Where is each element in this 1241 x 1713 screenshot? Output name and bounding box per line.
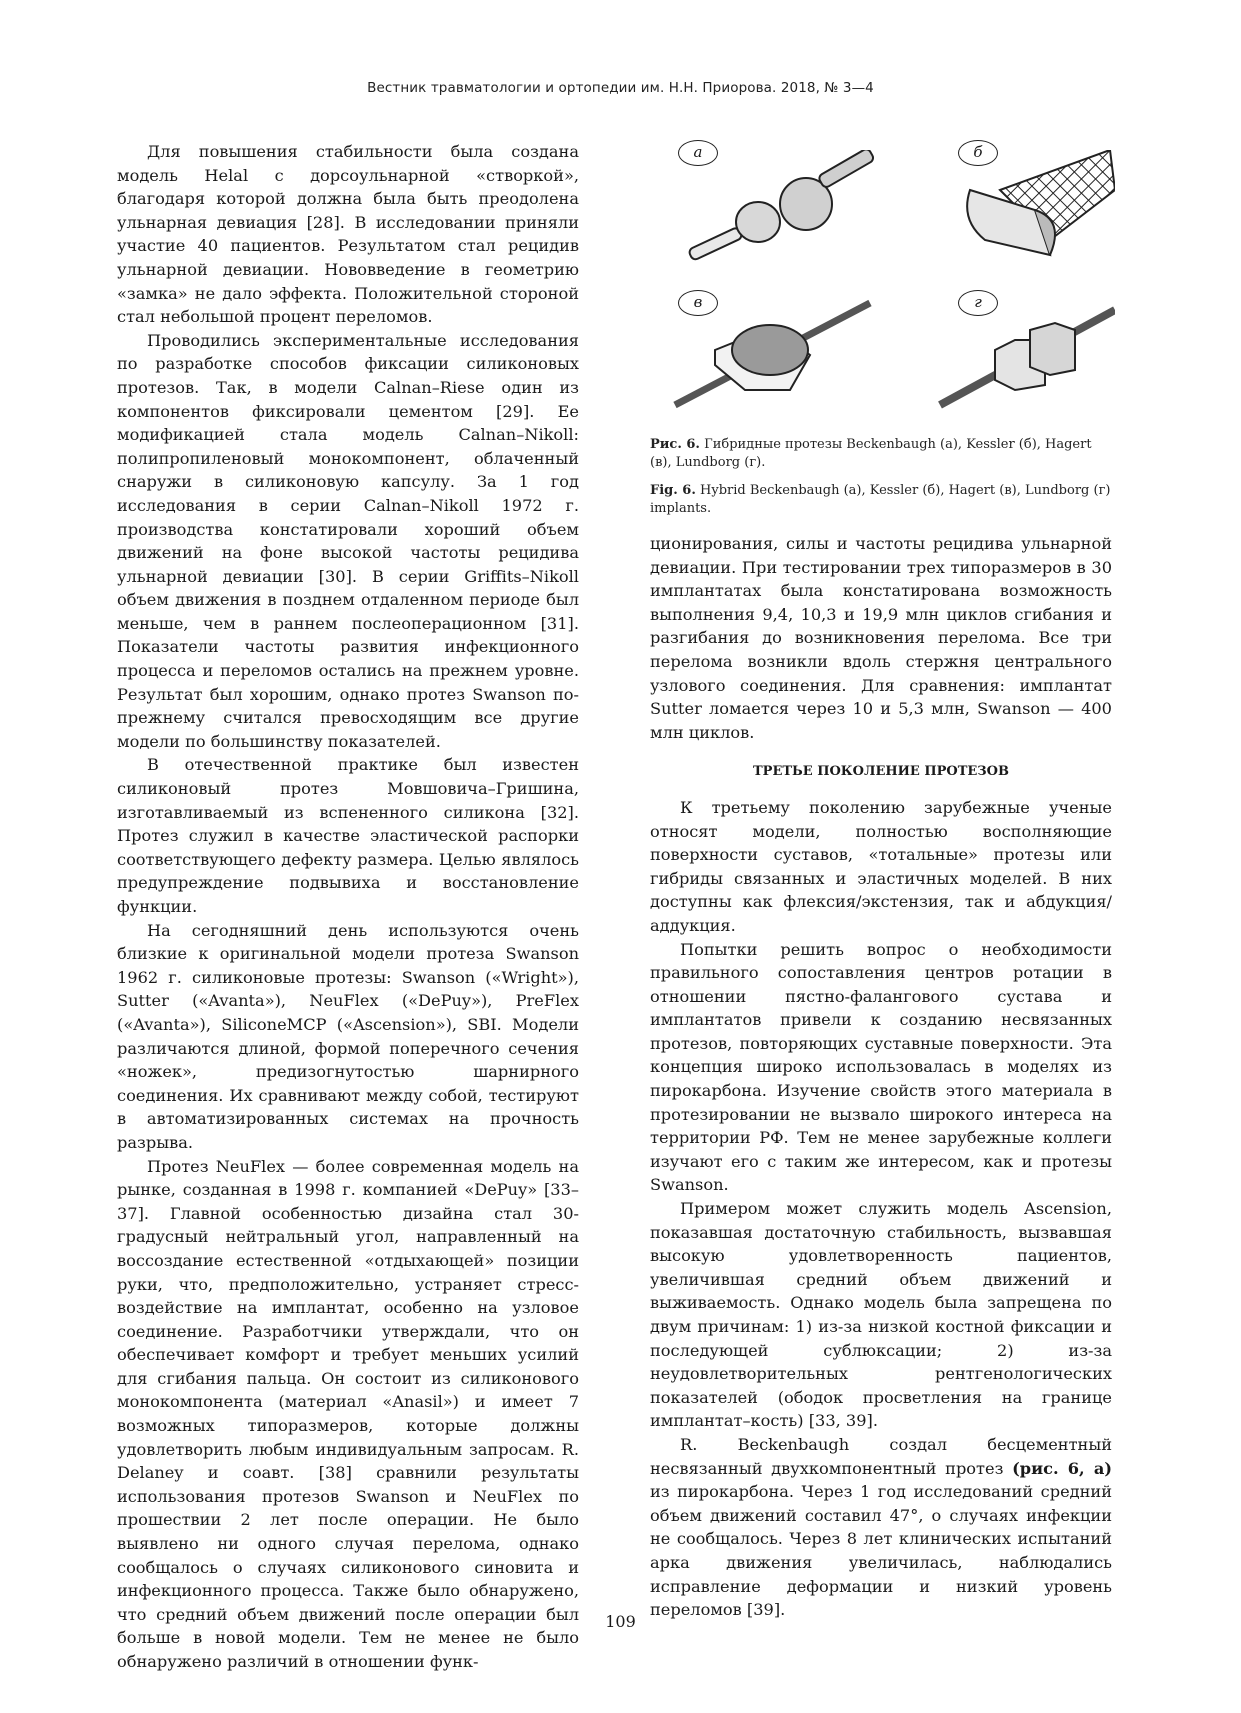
caption-en-label: Fig. 6.	[650, 483, 696, 498]
caption-ru-label: Рис. 6.	[650, 437, 700, 452]
running-head: Вестник травматологии и ортопедии им. Н.Н. Приорова. 2018, № 3—4	[367, 80, 874, 96]
figure-panel-label-b: б	[958, 140, 998, 166]
figure-6	[650, 130, 1112, 430]
text: R. Beckenbaugh создал бесцементный несвязанный двухкомпонентный протез	[650, 1434, 1112, 1478]
hagert-implant-icon	[670, 295, 880, 415]
page-number: 109	[605, 1612, 636, 1631]
paragraph: Для повышения стабильности была создана модель Helal с дорсоульнарной «створкой», благодаря которой должна была быть преодолена ульнарная девиация [28]. В исследовании приняли участие 40 пациентов. Результатом стал рецидив ульнарной девиации. Нововведение в геометрию «замка» не дало эффекта. Положительной стороной стал небольшой процент переломов.	[117, 142, 579, 327]
caption-en-text: Hybrid Beckenbaugh (а), Kessler (б), Hagert (в), Lundborg (г) implants.	[650, 483, 1111, 516]
paragraph: Примером может служить модель Ascension, показавшая достаточную стабильность, вызвавшая высокую удовлетворенность пациентов, увеличившая средний объем движений и выживаемость. Однако модель была запрещена по двум причинам: 1) из-за низкой костной фиксации и последующей сублюксации; 2) из-за неудовлетворительных рентгенологических показателей (ободок просветления на границе имплантат–кость) [33, 39].	[650, 1199, 1112, 1431]
right-column	[650, 140, 1112, 1622]
figure-panel-label-a: а	[678, 140, 718, 166]
paragraph-continuation: ционирования, силы и частоты рецидива ульнарной девиации. При тестировании трех типоразмеров в 30 имплантатах была констатирована возможность выполнения 9,4, 10,3 и 19,9 млн циклов сгибания и разгибания до возникновения перелома. Все три перелома возникли вдоль стержня центрального узлового соединения. Для сравнения: имплантат Sutter ломается через 10 и 5,3 млн, Swanson — 400 млн циклов.	[650, 534, 1112, 742]
figure-panel-label-v: в	[678, 290, 718, 316]
text: из пирокарбона. Через 1 год исследований средний объем движений составил 47°, о случаях инфекции не сообщалось. Через 8 лет клинических испытаний арка движения увеличилась, наблюдались исправление деформации и низкий уровень переломов [39].	[650, 1482, 1112, 1620]
paragraph: К третьему поколению зарубежные ученые относят модели, полностью восполняющие поверхности суставов, «тотальные» протезы или гибриды связанных и эластичных моделей. В них доступны как флексия/экстензия, так и абдукция/аддукция.	[650, 797, 1112, 935]
paragraph: Протез NeuFlex — более современная модель на рынке, созданная в 1998 г. компанией «DePuy» [33–37]. Главной особенностью дизайна стал 30-градусный нейтральный угол, направленный на воссоздание естественной «отдыхающей» позиции руки, что, предположительно, устраняет стресс-воздействие на имплантат, особенно на узловое соединение. Разработчики утверждали, что он обеспечивает комфорт и требует меньших усилий для сгибания пальца. Он состоит из силиконового монокомпонента (материал «Anasil») и имеет 7 возможных типоразмеров, которые должны удовлетворить любым индивидуальным запросам. R. Delaney и соавт. [38] сравнили результаты использования протезов Swanson и NeuFlex по прошествии 2 лет после операции. Не было выявлено ни одного случая перелома, однако сообщалось о случаях силиконового синовита и инфекционного процесса. Также было обнаружено, что средний объем движений после операции был больше в новой модели. Тем не менее не было обнаружено различий в отношении функ-	[117, 1156, 579, 1671]
lundborg-implant-icon	[935, 295, 1115, 415]
left-column	[117, 140, 579, 1674]
paragraph: В отечественной практике был известен силиконовый протез Мовшовича–Гришина, изготавливаемый из вспененного силикона [32]. Протез служил в качестве эластической распорки соответствующего дефекту размера. Целью являлось предупреждение подвывиха и восстановление функции.	[117, 755, 579, 916]
figure-caption-ru	[650, 436, 1112, 472]
paragraph: Проводились экспериментальные исследования по разработке способов фиксации силиконовых протезов. Так, в модели Calnan–Riese один из компонентов фиксировали цементом [29]. Ее модификацией стала модель Calnan–Nikoll: полипропиленовый монокомпонент, облаченный снаружи в силиконовую капсулу. За 1 год исследования в серии Calnan–Nikoll 1972 г. производства констатировали хороший объем движений на фоне высокой частоты рецидива ульнарной девиации [30]. В серии Griffits–Nikoll объем движения в позднем отдаленном периоде был меньше, чем в раннем послеоперационном [31]. Показатели частоты развития инфекционного процесса и переломов остались на прежнем уровне. Результат был хорошим, однако протез Swanson по-прежнему считался превосходящим все другие модели по большинству показателей.	[117, 330, 579, 751]
kessler-implant-icon	[940, 150, 1115, 270]
figure-reference: (рис. 6, а)	[1012, 1458, 1112, 1478]
paragraph: На сегодняшний день используются очень близкие к оригинальной модели протеза Swanson 1962 г. силиконовые протезы: Swanson («Wright»), Sutter («Avanta»), NeuFlex («DePuy»), PreFlex («Avanta»), SiliconeMCP («Ascension»), SBI. Модели различаются длиной, формой поперечного сечения «ножек», предизогнутостью шарнирного соединения. Их сравнивают между собой, тестируют в автоматизированных системах на прочность разрыва.	[117, 920, 579, 1152]
paragraph: Попытки решить вопрос о необходимости правильного сопоставления центров ротации в отношении пястно-фалангового сустава и имплантатов привели к созданию несвязанных протезов, повторяющих суставные поверхности. Эта концепция широко использовалась в моделях из пирокарбона. Изучение свойств этого материала в протезировании не вызвало широкого интереса на территории РФ. Тем не менее зарубежные коллеги изучают его с таким же интересом, как и протезы Swanson.	[650, 939, 1112, 1195]
paragraph	[650, 1433, 1112, 1622]
figure-caption-en	[650, 482, 1112, 518]
caption-ru-text: Гибридные протезы Beckenbaugh (а), Kessler (б), Hagert (в), Lundborg (г).	[650, 437, 1092, 470]
beckenbaugh-implant-icon	[680, 150, 880, 270]
section-heading: ТРЕТЬЕ ПОКОЛЕНИЕ ПРОТЕЗОВ	[753, 764, 1009, 780]
figure-panel-label-g: г	[958, 290, 998, 316]
